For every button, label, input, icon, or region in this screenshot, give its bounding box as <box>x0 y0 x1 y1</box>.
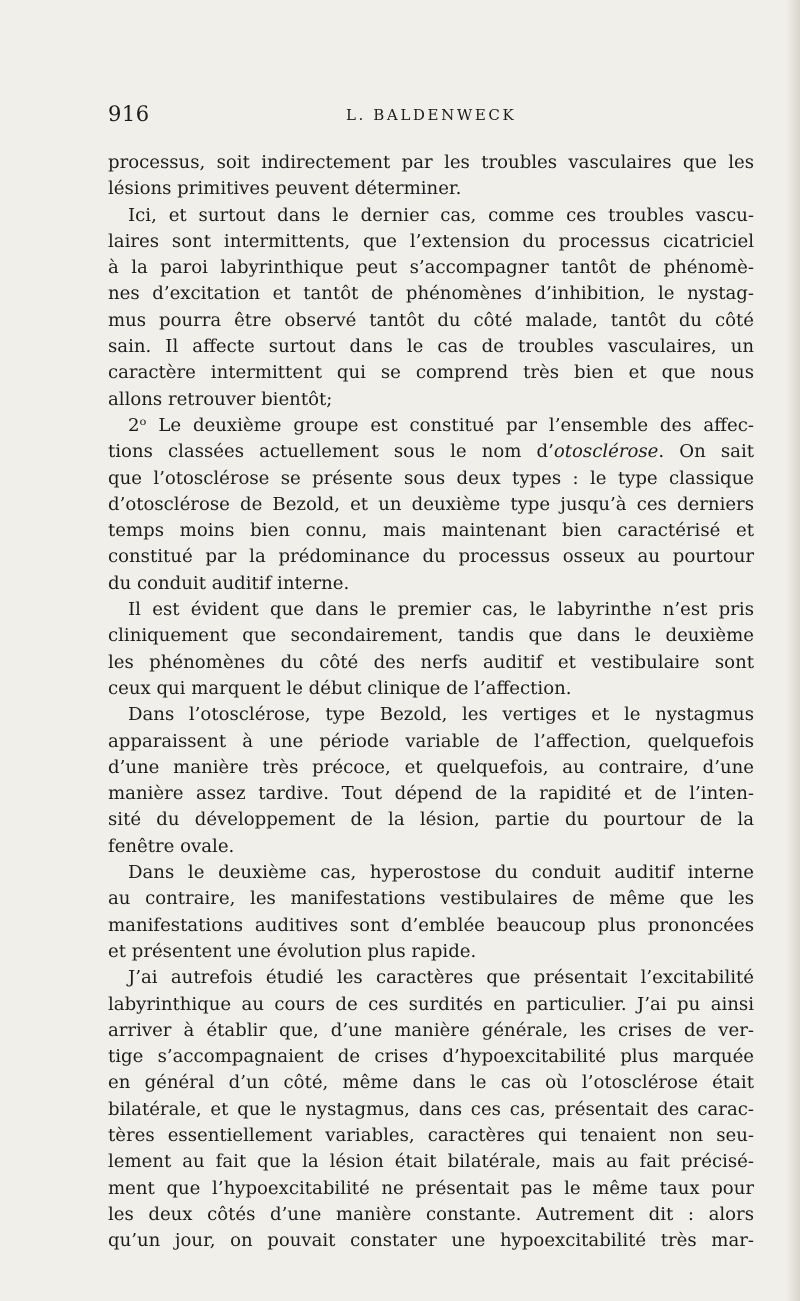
text-line: bilatérale, et que le nystagmus, dans ces cas, présentait des carac- <box>108 1098 754 1120</box>
text-line: processus, soit indirectement par les troubles vasculaires que les <box>108 152 754 173</box>
text-line: d’une manière très précoce, et quelquefois, au contraire, d’une <box>108 756 754 778</box>
text-line: les deux côtés d’une manière constante. Autrement dit : alors <box>108 1203 754 1225</box>
text-line: en général d’un côté, même dans le cas où l’otosclérose était <box>108 1072 754 1094</box>
text-line: qu’un jour, on pouvait constater une hypoexcitabilité très mar- <box>108 1230 754 1252</box>
text-segment: . On sait <box>658 441 755 463</box>
page-edge-shadow <box>786 0 800 1301</box>
italic-term: otosclérose <box>553 441 659 463</box>
text-line: tères essentiellement variables, caractères qui tenaient non seu- <box>108 1124 754 1146</box>
text-line: mus pourra être observé tantôt du côté malade, tantôt du côté <box>108 309 754 331</box>
text-line: manière assez tardive. Tout dépend de la rapidité et de l’inten- <box>108 783 754 805</box>
text-line: allons retrouver bientôt; <box>108 388 333 410</box>
running-head-author: L. BALDENWECK <box>346 106 517 124</box>
text-line: d’otosclérose de Bezold, et un deuxième type jusqu’à ces derniers <box>108 493 754 515</box>
text-line: ment que l’hypoexcitabilité ne présentait pas le même taux pour <box>108 1177 754 1199</box>
text-line: au contraire, les manifestations vestibulaires de même que les <box>108 888 754 910</box>
text-line: tige s’accompagnaient de crises d’hypoexcitabilité plus marquée <box>108 1046 754 1068</box>
text-line: que l’otosclérose se présente sous deux types : le type classique <box>108 467 754 489</box>
text-line: du conduit auditif interne. <box>108 572 350 594</box>
text-segment: tions classées actuellement sous le nom d’ <box>108 441 554 463</box>
text-line: sité du développement de la lésion, partie du pourtour de la <box>108 809 754 831</box>
text-line: Dans le deuxième cas, hyperostose du conduit auditif interne <box>128 862 754 884</box>
text-line <box>108 439 754 465</box>
text-line: lement au fait que la lésion était bilatérale, mais au fait précisé- <box>108 1151 754 1173</box>
text-line: Il est évident que dans le premier cas, le labyrinthe n’est pris <box>128 599 754 621</box>
text-line: cliniquement que secondairement, tandis que dans le deuxième <box>108 625 754 647</box>
text-line: caractère intermittent qui se comprend très bien et que nous <box>108 362 754 384</box>
text-line: ceux qui marquent le début clinique de l’affection. <box>108 677 572 699</box>
text-line: Ici, et surtout dans le dernier cas, comme ces troubles vascu- <box>128 204 754 226</box>
text-line: labyrinthique au cours de ces surdités en particulier. J’ai pu ainsi <box>108 993 754 1015</box>
text-line: temps moins bien connu, mais maintenant bien caractérisé et <box>108 520 754 542</box>
text-line: à la paroi labyrinthique peut s’accompagner tantôt de phénomè- <box>108 257 754 279</box>
text-line: et présentent une évolution plus rapide. <box>108 940 477 962</box>
page-number: 916 <box>108 102 150 126</box>
text-line: 2ᵒ Le deuxième groupe est constitué par l’ensemble des affec- <box>128 414 754 436</box>
text-line: apparaissent à une période variable de l’affection, quelquefois <box>108 730 754 752</box>
text-line: arriver à établir que, d’une manière générale, les crises de ver- <box>108 1019 754 1041</box>
text-line: lésions primitives peuvent déterminer. <box>108 178 462 200</box>
text-line: laires sont intermittents, que l’extension du processus cicatriciel <box>108 230 754 252</box>
text-line: Dans l’otosclérose, type Bezold, les vertiges et le nystagmus <box>128 704 754 726</box>
text-line: nes d’excitation et tantôt de phénomènes d’inhibition, le nystag- <box>108 283 754 305</box>
body-text <box>108 150 754 1254</box>
text-line: fenêtre ovale. <box>108 835 235 857</box>
text-line: constitué par la prédominance du processus osseux au pourtour <box>108 546 754 568</box>
text-line: manifestations auditives sont d’emblée beaucoup plus prononcées <box>108 914 754 936</box>
text-line: les phénomènes du côté des nerfs auditif et vestibulaire sont <box>108 651 754 673</box>
page-header <box>0 100 800 130</box>
text-line: J’ai autrefois étudié les caractères que présentait l’excitabilité <box>128 967 754 989</box>
text-line: sain. Il affecte surtout dans le cas de troubles vasculaires, un <box>108 336 754 358</box>
